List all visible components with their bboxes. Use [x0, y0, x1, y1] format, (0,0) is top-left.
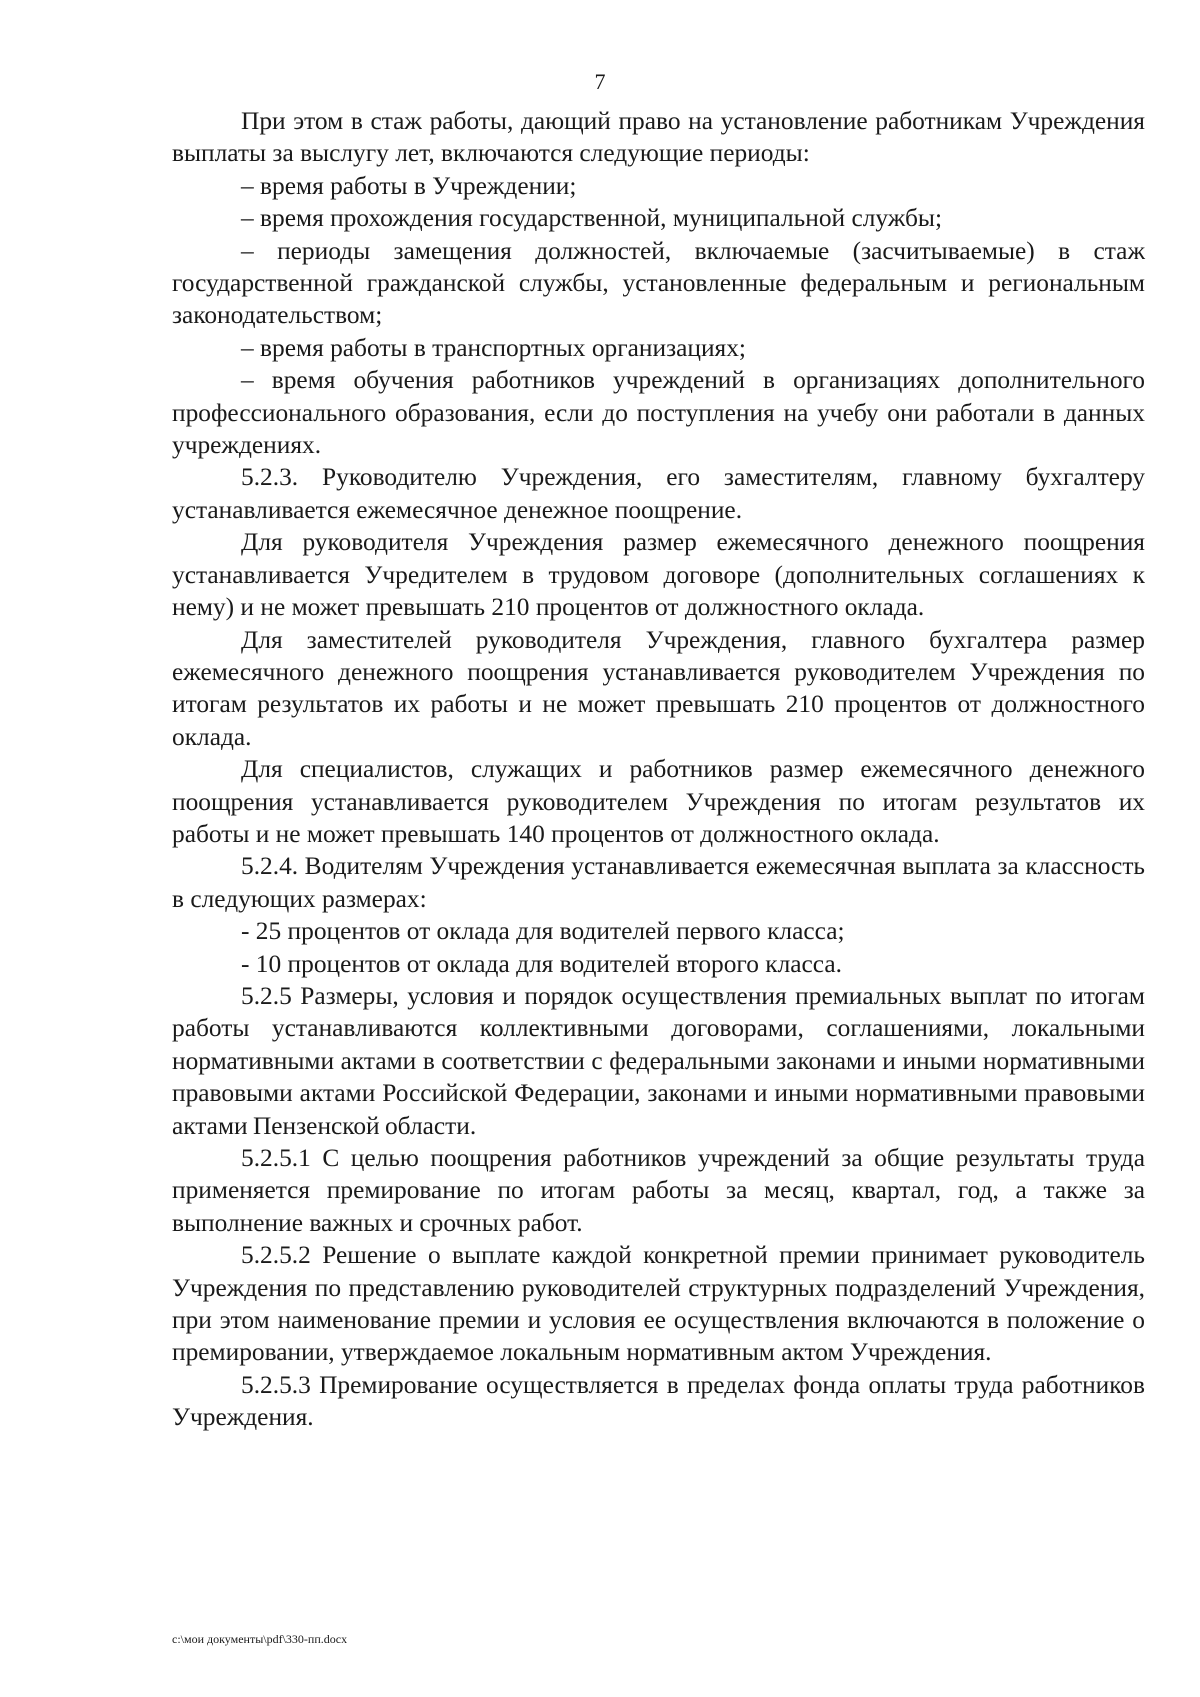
list-item: - 25 процентов от оклада для водителей первого класса; [241, 917, 845, 946]
section-5-2-3: 5.2.3. Руководителю Учреждения, его заместителям, главному бухгалтеру устанавливается ежемесячное денежное поощрение. [172, 463, 1145, 524]
paragraph: При этом в стаж работы, дающий право на установление работникам Учреждения выплаты за выслугу лет, включаются следующие периоды: [172, 107, 1145, 168]
list-item: – время работы в Учреждении; [241, 171, 577, 200]
document-body [172, 105, 1145, 1434]
list-item: – время прохождения государственной, муниципальной службы; [241, 204, 943, 233]
footer-file-path: c:\мои документы\pdf\330-пп.docx [172, 1632, 348, 1646]
list-item: - 10 процентов от оклада для водителей второго класса. [241, 949, 842, 978]
page-number: 7 [594, 69, 606, 94]
list-item: – периоды замещения должностей, включаемые (засчитываемые) в стаж государственной гражданской службы, установленные федеральным и региональным законодательством; [172, 236, 1145, 330]
section-5-2-4: 5.2.4. Водителям Учреждения устанавливается ежемесячная выплата за классность в следующих размерах: [172, 852, 1145, 913]
list-item: – время обучения работников учреждений в организациях дополнительного профессионального образования, если до поступления на учебу они работали в данных учреждениях. [172, 366, 1145, 460]
paragraph: Для руководителя Учреждения размер ежемесячного денежного поощрения устанавливается Учредителем в трудовом договоре (дополнительных соглашениях к нему) и не может превышать 210 процентов от должностного оклада. [172, 528, 1145, 622]
paragraph: Для специалистов, служащих и работников размер ежемесячного денежного поощрения устанавливается руководителем Учреждения по итогам результатов их работы и не может превышать 140 процентов от должностного оклада. [172, 755, 1145, 848]
section-5-2-5: 5.2.5 Размеры, условия и порядок осуществления премиальных выплат по итогам работы устанавливаются коллективными договорами, соглашениями, локальными нормативными актами в соответствии с федеральными законами и иными нормативными правовыми актами Российской Федерации, законами и иными нормативными правовыми актами Пензенской области. [172, 981, 1145, 1140]
section-5-2-5-3: 5.2.5.3 Премирование осуществляется в пределах фонда оплаты труда работников Учреждения. [172, 1370, 1145, 1432]
section-5-2-5-2: 5.2.5.2 Решение о выплате каждой конкретной премии принимает руководитель Учреждения по представлению руководителей структурных подразделений Учреждения, при этом наименование премии и условия ее осуществления включаются в положение о премировании, утверждаемое локальным нормативным актом Учреждения. [172, 1241, 1145, 1367]
paragraph: Для заместителей руководителя Учреждения, главного бухгалтера размер ежемесячного денежного поощрения устанавливается руководителем Учреждения по итогам результатов их работы и не может превышать 210 процентов от должностного оклада. [172, 625, 1145, 751]
section-5-2-5-1: 5.2.5.1 С целью поощрения работников учреждений за общие результаты труда применяется премирование по итогам работы за месяц, квартал, год, а также за выполнение важных и срочных работ. [172, 1144, 1145, 1237]
list-item: – время работы в транспортных организациях; [241, 333, 746, 362]
